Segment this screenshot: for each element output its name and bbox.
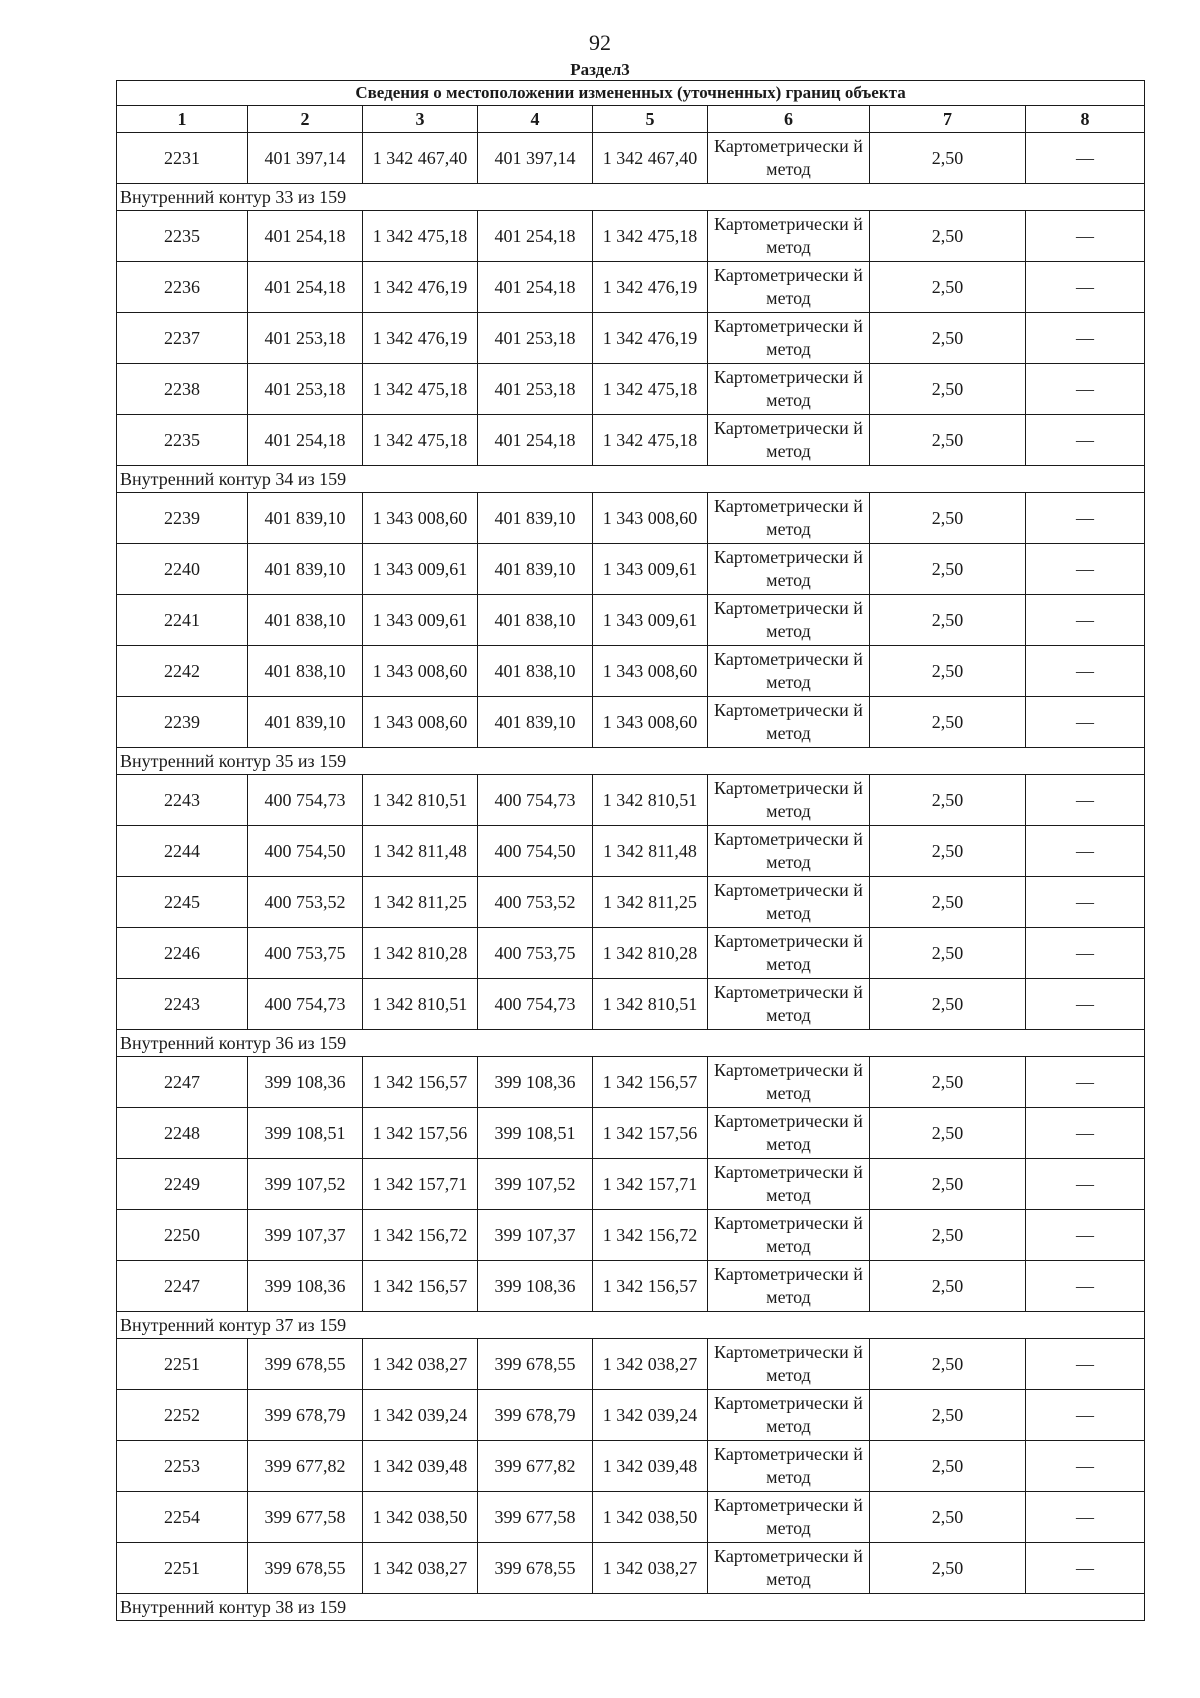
y-coordinate-cell: 1 343 008,60 — [593, 646, 708, 697]
accuracy-cell: 2,50 — [870, 415, 1026, 466]
accuracy-cell: 2,50 — [870, 697, 1026, 748]
x-coordinate-cell: 400 754,73 — [248, 775, 363, 826]
x-coordinate-cell: 401 254,18 — [478, 415, 593, 466]
y-coordinate-cell: 1 342 156,57 — [593, 1261, 708, 1312]
contour-label: Внутренний контур 37 из 159 — [117, 1312, 1145, 1339]
accuracy-cell: 2,50 — [870, 262, 1026, 313]
x-coordinate-cell: 399 107,37 — [248, 1210, 363, 1261]
x-coordinate-cell: 401 839,10 — [248, 544, 363, 595]
y-coordinate-cell: 1 342 811,25 — [593, 877, 708, 928]
x-coordinate-cell: 399 677,82 — [478, 1441, 593, 1492]
x-coordinate-cell: 401 839,10 — [248, 493, 363, 544]
column-number: 6 — [708, 106, 870, 133]
x-coordinate-cell: 399 678,55 — [478, 1339, 593, 1390]
x-coordinate-cell: 401 839,10 — [248, 697, 363, 748]
method-cell: Картометрически й метод — [708, 1261, 870, 1312]
accuracy-cell: 2,50 — [870, 1492, 1026, 1543]
table-row — [117, 928, 1145, 979]
y-coordinate-cell: 1 342 475,18 — [363, 364, 478, 415]
table-row — [117, 493, 1145, 544]
table-row — [117, 826, 1145, 877]
accuracy-cell: 2,50 — [870, 595, 1026, 646]
x-coordinate-cell: 401 254,18 — [248, 211, 363, 262]
method-cell: Картометрически й метод — [708, 493, 870, 544]
page-number: 92 — [589, 30, 611, 55]
accuracy-cell: 2,50 — [870, 313, 1026, 364]
accuracy-cell: 2,50 — [870, 1339, 1026, 1390]
accuracy-cell: 2,50 — [870, 646, 1026, 697]
method-cell: Картометрически й метод — [708, 1057, 870, 1108]
y-coordinate-cell: 1 342 476,19 — [593, 313, 708, 364]
x-coordinate-cell: 399 678,79 — [478, 1390, 593, 1441]
point-number-cell: 2250 — [117, 1210, 248, 1261]
y-coordinate-cell: 1 343 008,60 — [593, 697, 708, 748]
y-coordinate-cell: 1 343 009,61 — [593, 544, 708, 595]
accuracy-cell: 2,50 — [870, 544, 1026, 595]
table-row — [117, 211, 1145, 262]
column-number: 1 — [117, 106, 248, 133]
point-number-cell: 2238 — [117, 364, 248, 415]
y-coordinate-cell: 1 342 039,48 — [593, 1441, 708, 1492]
point-number-cell: 2231 — [117, 133, 248, 184]
x-coordinate-cell: 399 108,51 — [248, 1108, 363, 1159]
table-row — [117, 1210, 1145, 1261]
table-row — [117, 697, 1145, 748]
accuracy-cell: 2,50 — [870, 364, 1026, 415]
note-cell: — — [1026, 697, 1145, 748]
accuracy-cell: 2,50 — [870, 1159, 1026, 1210]
x-coordinate-cell: 401 253,18 — [478, 364, 593, 415]
column-number: 7 — [870, 106, 1026, 133]
x-coordinate-cell: 401 838,10 — [248, 646, 363, 697]
accuracy-cell: 2,50 — [870, 1390, 1026, 1441]
table-row — [117, 595, 1145, 646]
section-title: Раздел3 — [570, 60, 630, 79]
note-cell: — — [1026, 1159, 1145, 1210]
table-row — [117, 1108, 1145, 1159]
x-coordinate-cell: 399 678,55 — [478, 1543, 593, 1594]
method-cell: Картометрически й метод — [708, 364, 870, 415]
point-number-cell: 2248 — [117, 1108, 248, 1159]
method-cell: Картометрически й метод — [708, 1339, 870, 1390]
accuracy-cell: 2,50 — [870, 211, 1026, 262]
point-number-cell: 2251 — [117, 1543, 248, 1594]
x-coordinate-cell: 401 254,18 — [478, 262, 593, 313]
x-coordinate-cell: 401 253,18 — [248, 364, 363, 415]
y-coordinate-cell: 1 342 157,56 — [363, 1108, 478, 1159]
note-cell: — — [1026, 1210, 1145, 1261]
column-number: 8 — [1026, 106, 1145, 133]
y-coordinate-cell: 1 342 475,18 — [363, 415, 478, 466]
note-cell: — — [1026, 211, 1145, 262]
note-cell: — — [1026, 928, 1145, 979]
note-cell: — — [1026, 1441, 1145, 1492]
x-coordinate-cell: 399 677,82 — [248, 1441, 363, 1492]
x-coordinate-cell: 401 839,10 — [478, 697, 593, 748]
accuracy-cell: 2,50 — [870, 877, 1026, 928]
point-number-cell: 2239 — [117, 493, 248, 544]
y-coordinate-cell: 1 342 039,24 — [363, 1390, 478, 1441]
note-cell: — — [1026, 364, 1145, 415]
contour-label: Внутренний контур 38 из 159 — [117, 1594, 1145, 1621]
accuracy-cell: 2,50 — [870, 928, 1026, 979]
method-cell: Картометрически й метод — [708, 133, 870, 184]
y-coordinate-cell: 1 342 038,50 — [593, 1492, 708, 1543]
x-coordinate-cell: 399 108,36 — [478, 1261, 593, 1312]
x-coordinate-cell: 401 254,18 — [478, 211, 593, 262]
accuracy-cell: 2,50 — [870, 133, 1026, 184]
y-coordinate-cell: 1 342 810,51 — [593, 775, 708, 826]
y-coordinate-cell: 1 342 475,18 — [593, 364, 708, 415]
y-coordinate-cell: 1 343 009,61 — [363, 595, 478, 646]
y-coordinate-cell: 1 342 810,51 — [363, 775, 478, 826]
table-row — [117, 415, 1145, 466]
table-row — [117, 313, 1145, 364]
table-row — [117, 1159, 1145, 1210]
y-coordinate-cell: 1 342 476,19 — [363, 262, 478, 313]
column-number-row — [117, 106, 1145, 133]
method-cell: Картометрически й метод — [708, 877, 870, 928]
table-row — [117, 1057, 1145, 1108]
y-coordinate-cell: 1 342 156,72 — [593, 1210, 708, 1261]
table-row — [117, 364, 1145, 415]
accuracy-cell: 2,50 — [870, 1108, 1026, 1159]
x-coordinate-cell: 401 397,14 — [478, 133, 593, 184]
note-cell: — — [1026, 1261, 1145, 1312]
note-cell: — — [1026, 1339, 1145, 1390]
x-coordinate-cell: 400 753,75 — [248, 928, 363, 979]
method-cell: Картометрически й метод — [708, 928, 870, 979]
table-row — [117, 1339, 1145, 1390]
point-number-cell: 2241 — [117, 595, 248, 646]
accuracy-cell: 2,50 — [870, 1261, 1026, 1312]
y-coordinate-cell: 1 342 156,57 — [363, 1261, 478, 1312]
accuracy-cell: 2,50 — [870, 775, 1026, 826]
y-coordinate-cell: 1 342 039,24 — [593, 1390, 708, 1441]
x-coordinate-cell: 401 254,18 — [248, 415, 363, 466]
y-coordinate-cell: 1 342 467,40 — [363, 133, 478, 184]
y-coordinate-cell: 1 342 156,72 — [363, 1210, 478, 1261]
y-coordinate-cell: 1 342 811,48 — [593, 826, 708, 877]
table-row — [117, 877, 1145, 928]
column-number: 3 — [363, 106, 478, 133]
x-coordinate-cell: 401 838,10 — [478, 646, 593, 697]
point-number-cell: 2239 — [117, 697, 248, 748]
note-cell: — — [1026, 1543, 1145, 1594]
point-number-cell: 2244 — [117, 826, 248, 877]
method-cell: Картометрически й метод — [708, 1441, 870, 1492]
method-cell: Картометрически й метод — [708, 1159, 870, 1210]
y-coordinate-cell: 1 342 475,18 — [593, 211, 708, 262]
x-coordinate-cell: 401 838,10 — [248, 595, 363, 646]
point-number-cell: 2240 — [117, 544, 248, 595]
x-coordinate-cell: 400 753,52 — [248, 877, 363, 928]
y-coordinate-cell: 1 343 009,61 — [593, 595, 708, 646]
x-coordinate-cell: 400 754,50 — [478, 826, 593, 877]
note-cell: — — [1026, 595, 1145, 646]
x-coordinate-cell: 401 253,18 — [248, 313, 363, 364]
point-number-cell: 2253 — [117, 1441, 248, 1492]
point-number-cell: 2246 — [117, 928, 248, 979]
y-coordinate-cell: 1 342 038,50 — [363, 1492, 478, 1543]
point-number-cell: 2243 — [117, 775, 248, 826]
x-coordinate-cell: 399 678,55 — [248, 1543, 363, 1594]
x-coordinate-cell: 399 108,51 — [478, 1108, 593, 1159]
y-coordinate-cell: 1 342 038,27 — [363, 1339, 478, 1390]
note-cell: — — [1026, 544, 1145, 595]
x-coordinate-cell: 400 754,50 — [248, 826, 363, 877]
contour-row — [117, 1594, 1145, 1621]
x-coordinate-cell: 399 108,36 — [248, 1261, 363, 1312]
note-cell: — — [1026, 262, 1145, 313]
note-cell: — — [1026, 1492, 1145, 1543]
point-number-cell: 2235 — [117, 415, 248, 466]
x-coordinate-cell: 401 839,10 — [478, 544, 593, 595]
note-cell: — — [1026, 415, 1145, 466]
y-coordinate-cell: 1 342 810,51 — [593, 979, 708, 1030]
note-cell: — — [1026, 133, 1145, 184]
y-coordinate-cell: 1 342 039,48 — [363, 1441, 478, 1492]
table-row — [117, 1441, 1145, 1492]
table-row — [117, 1390, 1145, 1441]
method-cell: Картометрически й метод — [708, 313, 870, 364]
accuracy-cell: 2,50 — [870, 826, 1026, 877]
x-coordinate-cell: 399 108,36 — [248, 1057, 363, 1108]
point-number-cell: 2252 — [117, 1390, 248, 1441]
y-coordinate-cell: 1 342 476,19 — [363, 313, 478, 364]
method-cell: Картометрически й метод — [708, 697, 870, 748]
point-number-cell: 2245 — [117, 877, 248, 928]
x-coordinate-cell: 399 678,79 — [248, 1390, 363, 1441]
contour-label: Внутренний контур 35 из 159 — [117, 748, 1145, 775]
x-coordinate-cell: 399 107,52 — [248, 1159, 363, 1210]
accuracy-cell: 2,50 — [870, 493, 1026, 544]
accuracy-cell: 2,50 — [870, 979, 1026, 1030]
contour-row — [117, 1312, 1145, 1339]
table-row — [117, 1261, 1145, 1312]
note-cell: — — [1026, 1390, 1145, 1441]
x-coordinate-cell: 399 677,58 — [248, 1492, 363, 1543]
point-number-cell: 2236 — [117, 262, 248, 313]
point-number-cell: 2235 — [117, 211, 248, 262]
method-cell: Картометрически й метод — [708, 1210, 870, 1261]
x-coordinate-cell: 400 753,52 — [478, 877, 593, 928]
method-cell: Картометрически й метод — [708, 415, 870, 466]
y-coordinate-cell: 1 342 038,27 — [593, 1543, 708, 1594]
x-coordinate-cell: 399 678,55 — [248, 1339, 363, 1390]
y-coordinate-cell: 1 342 038,27 — [363, 1543, 478, 1594]
note-cell: — — [1026, 979, 1145, 1030]
y-coordinate-cell: 1 342 038,27 — [593, 1339, 708, 1390]
contour-row — [117, 466, 1145, 493]
point-number-cell: 2247 — [117, 1261, 248, 1312]
y-coordinate-cell: 1 342 156,57 — [363, 1057, 478, 1108]
table-row — [117, 544, 1145, 595]
column-number: 2 — [248, 106, 363, 133]
y-coordinate-cell: 1 342 467,40 — [593, 133, 708, 184]
method-cell: Картометрически й метод — [708, 1390, 870, 1441]
column-number: 4 — [478, 106, 593, 133]
note-cell: — — [1026, 646, 1145, 697]
table-caption: Сведения о местоположении измененных (уточненных) границ объекта — [117, 81, 1145, 106]
y-coordinate-cell: 1 342 156,57 — [593, 1057, 708, 1108]
x-coordinate-cell: 401 838,10 — [478, 595, 593, 646]
x-coordinate-cell: 401 253,18 — [478, 313, 593, 364]
x-coordinate-cell: 399 107,37 — [478, 1210, 593, 1261]
note-cell: — — [1026, 826, 1145, 877]
y-coordinate-cell: 1 342 475,18 — [363, 211, 478, 262]
y-coordinate-cell: 1 342 475,18 — [593, 415, 708, 466]
contour-label: Внутренний контур 36 из 159 — [117, 1030, 1145, 1057]
table-row — [117, 775, 1145, 826]
y-coordinate-cell: 1 343 008,60 — [593, 493, 708, 544]
table-row — [117, 1543, 1145, 1594]
method-cell: Картометрически й метод — [708, 646, 870, 697]
x-coordinate-cell: 401 254,18 — [248, 262, 363, 313]
x-coordinate-cell: 400 753,75 — [478, 928, 593, 979]
y-coordinate-cell: 1 342 811,48 — [363, 826, 478, 877]
table-body — [117, 133, 1145, 1621]
point-number-cell: 2254 — [117, 1492, 248, 1543]
point-number-cell: 2242 — [117, 646, 248, 697]
method-cell: Картометрически й метод — [708, 1543, 870, 1594]
table-row — [117, 1492, 1145, 1543]
accuracy-cell: 2,50 — [870, 1543, 1026, 1594]
method-cell: Картометрически й метод — [708, 262, 870, 313]
y-coordinate-cell: 1 342 810,51 — [363, 979, 478, 1030]
contour-label: Внутренний контур 34 из 159 — [117, 466, 1145, 493]
method-cell: Картометрически й метод — [708, 1108, 870, 1159]
x-coordinate-cell: 399 108,36 — [478, 1057, 593, 1108]
x-coordinate-cell: 399 677,58 — [478, 1492, 593, 1543]
note-cell: — — [1026, 1057, 1145, 1108]
accuracy-cell: 2,50 — [870, 1210, 1026, 1261]
y-coordinate-cell: 1 342 476,19 — [593, 262, 708, 313]
y-coordinate-cell: 1 342 811,25 — [363, 877, 478, 928]
y-coordinate-cell: 1 343 009,61 — [363, 544, 478, 595]
method-cell: Картометрически й метод — [708, 1492, 870, 1543]
x-coordinate-cell: 399 107,52 — [478, 1159, 593, 1210]
table-row — [117, 262, 1145, 313]
y-coordinate-cell: 1 342 157,56 — [593, 1108, 708, 1159]
y-coordinate-cell: 1 342 810,28 — [363, 928, 478, 979]
point-number-cell: 2249 — [117, 1159, 248, 1210]
x-coordinate-cell: 400 754,73 — [248, 979, 363, 1030]
y-coordinate-cell: 1 342 810,28 — [593, 928, 708, 979]
point-number-cell: 2243 — [117, 979, 248, 1030]
method-cell: Картометрически й метод — [708, 979, 870, 1030]
y-coordinate-cell: 1 343 008,60 — [363, 646, 478, 697]
contour-row — [117, 748, 1145, 775]
note-cell: — — [1026, 1108, 1145, 1159]
table-row — [117, 133, 1145, 184]
note-cell: — — [1026, 877, 1145, 928]
method-cell: Картометрически й метод — [708, 595, 870, 646]
note-cell: — — [1026, 313, 1145, 364]
y-coordinate-cell: 1 342 157,71 — [593, 1159, 708, 1210]
table-row — [117, 646, 1145, 697]
accuracy-cell: 2,50 — [870, 1441, 1026, 1492]
contour-label: Внутренний контур 33 из 159 — [117, 184, 1145, 211]
y-coordinate-cell: 1 343 008,60 — [363, 493, 478, 544]
y-coordinate-cell: 1 342 157,71 — [363, 1159, 478, 1210]
point-number-cell: 2251 — [117, 1339, 248, 1390]
table-row — [117, 979, 1145, 1030]
contour-row — [117, 184, 1145, 211]
method-cell: Картометрически й метод — [708, 211, 870, 262]
x-coordinate-cell: 401 397,14 — [248, 133, 363, 184]
y-coordinate-cell: 1 343 008,60 — [363, 697, 478, 748]
method-cell: Картометрически й метод — [708, 544, 870, 595]
column-number: 5 — [593, 106, 708, 133]
point-number-cell: 2247 — [117, 1057, 248, 1108]
method-cell: Картометрически й метод — [708, 775, 870, 826]
note-cell: — — [1026, 775, 1145, 826]
x-coordinate-cell: 400 754,73 — [478, 775, 593, 826]
note-cell: — — [1026, 493, 1145, 544]
point-number-cell: 2237 — [117, 313, 248, 364]
x-coordinate-cell: 400 754,73 — [478, 979, 593, 1030]
x-coordinate-cell: 401 839,10 — [478, 493, 593, 544]
boundary-coordinates-table — [116, 80, 1145, 1621]
method-cell: Картометрически й метод — [708, 826, 870, 877]
contour-row — [117, 1030, 1145, 1057]
accuracy-cell: 2,50 — [870, 1057, 1026, 1108]
